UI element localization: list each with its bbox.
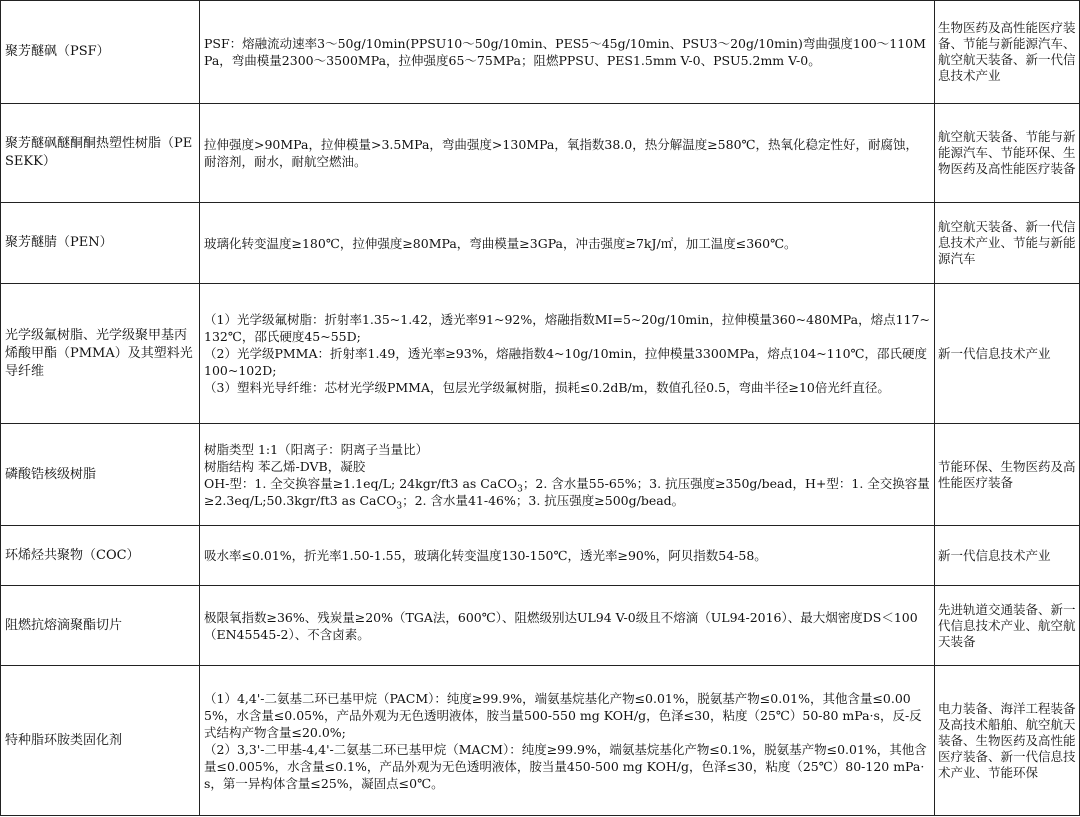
material-name-cell: 阻燃抗熔滴聚酯切片 (1, 586, 200, 666)
material-name-cell: 特种脂环胺类固化剂 (1, 666, 200, 816)
property-text: 极限氧指数≥36%、残炭量≥20%（TGA法，600℃）、阻燃级别达UL94 V-0级且不熔滴（UL94-2016）、最大烟密度DS＜100（EN45545-2）、不含卤素。 (204, 609, 918, 642)
material-name-cell: 聚芳醚砜（PSF） (1, 1, 200, 104)
table-row (1, 1, 1080, 104)
table-row (1, 284, 1080, 424)
material-name-cell: 磷酸锆核级树脂 (1, 424, 200, 526)
property-text: 拉伸强度>90MPa，拉伸模量>3.5MPa，弯曲强度>130MPa，氧指数38.0，热分解温度≥580℃，热氧化稳定性好，耐腐蚀，耐溶剂，耐水，耐航空燃油。 (204, 137, 919, 169)
properties-cell (200, 424, 935, 526)
property-fragment: ；2. 含水量41-46%；3. 抗压强度≥500g/bead。 (402, 492, 685, 508)
property-text: （1）光学级氟树脂：折射率1.35~1.42，透光率91~92%，熔融指数MI=5~20g/10min，拉伸模量360~480MPa，熔点117~132℃，邵氏硬度45~55D; (204, 312, 930, 344)
property-text: （2）3,3'-二甲基-4,4'-二氨基二环已基甲烷（MACM）：纯度≥99.9%，端氨基烷基化产物≤0.1%，脱氨基产物≤0.01%，其他含量≤0.005%，水含量≤0.1%，产品外观为无色透明液体，胺当量450-500 mg KOH/g，色泽≤30，粘度（25℃）80-120 mPa·s，第一异构体含量≤25%，凝固点≤0℃。 (204, 741, 927, 791)
material-name-cell: 聚芳醚砜醚酮酮热塑性树脂（PESEKK） (1, 104, 200, 203)
property-text: （1）4,4'-二氨基二环已基甲烷（PACM）：纯度≥99.9%，端氨基烷基化产物≤0.01%，脱氨基产物≤0.01%，其他含量≤0.005%，水含量≤0.05%，产品外观为无色透明液体，胺当量500-550 mg KOH/g，色泽≤30，粘度（25℃）50-80 mPa·s，反-反式结构产物含量≤20.0%; (204, 690, 922, 740)
application-cell: 先进轨道交通装备、新一代信息技术产业、航空航天装备 (935, 586, 1080, 666)
property-text: （2）光学级PMMA：折射率1.49，透光率≥93%，熔融指数4~10g/10min，拉伸模量3300MPa，熔点104~110℃，邵氏硬度100~102D; (204, 346, 928, 378)
properties-cell (200, 666, 935, 816)
material-name-cell: 聚芳醚腈（PEN） (1, 203, 200, 284)
table-row (1, 424, 1080, 526)
material-name-cell: 光学级氟树脂、光学级聚甲基丙烯酸甲酯（PMMA）及其塑料光导纤维 (1, 284, 200, 424)
table-row (1, 666, 1080, 816)
property-text: 树脂结构 苯乙烯-DVB，凝胶 (204, 458, 366, 474)
properties-cell (200, 104, 935, 203)
property-text: （3）塑料光导纤维：芯材光学级PMMA，包层光学级氟树脂，损耗≤0.2dB/m，数值孔径0.5，弯曲半径≥10倍光纤直径。 (204, 380, 890, 395)
table-row (1, 203, 1080, 284)
property-text: PSF：熔融流动速率3～50g/10min(PPSU10～50g/10min、PES5～45g/10min、PSU3～20g/10min)弯曲强度100～110MPa，弯曲模量2300～3500MPa，拉伸强度65～75MPa；阻燃PPSU、PES1.5mm V-0、PSU5.2mm V-0。 (204, 36, 926, 68)
application-cell: 节能环保、生物医药及高性能医疗装备 (935, 424, 1080, 526)
subscript: 3 (396, 501, 403, 511)
material-name-cell: 环烯烃共聚物（COC） (1, 526, 200, 586)
properties-cell (200, 203, 935, 284)
application-cell: 航空航天装备、新一代信息技术产业、节能与新能源汽车 (935, 203, 1080, 284)
application-cell: 航空航天装备、节能与新能源汽车、节能环保、生物医药及高性能医疗装备 (935, 104, 1080, 203)
subscript: 3 (517, 484, 523, 494)
table-row (1, 526, 1080, 586)
properties-cell (200, 526, 935, 586)
property-text: 吸水率≤0.01%，折光率1.50-1.55，玻璃化转变温度130-150℃，透光率≥90%，阿贝指数54-58。 (204, 548, 767, 563)
application-cell: 新一代信息技术产业 (935, 526, 1080, 586)
property-fragment: OH-型：1. 全交换容量≥1.1eq/L; 24kgr/ft3 as CaCO (204, 475, 518, 491)
table-row (1, 104, 1080, 203)
property-text: 树脂类型 1:1（阳离子：阴离子当量比） (204, 441, 429, 457)
properties-cell (200, 1, 935, 104)
application-cell: 新一代信息技术产业 (935, 284, 1080, 424)
property-fragment: ；2. 含水量55-65%；3. 抗压强度≥350g/bead，H+型：1. 全交换容量≥2.3eq/L;50.3kgr/ft3 as CaCO (204, 475, 930, 508)
property-text (204, 475, 930, 509)
property-text: 玻璃化转变温度≥180℃，拉伸强度≥80MPa，弯曲模量≥3GPa，冲击强度≥7kJ/㎡，加工温度≤360℃。 (204, 235, 797, 251)
table-row (1, 586, 1080, 666)
properties-cell (200, 586, 935, 666)
application-cell: 生物医药及高性能医疗装备、节能与新能源汽车、航空航天装备、新一代信息技术产业 (935, 1, 1080, 104)
application-cell: 电力装备、海洋工程装备及高技术船舶、航空航天装备、生物医药及高性能医疗装备、新一代信息技术产业、节能环保 (935, 666, 1080, 816)
properties-cell (200, 284, 935, 424)
